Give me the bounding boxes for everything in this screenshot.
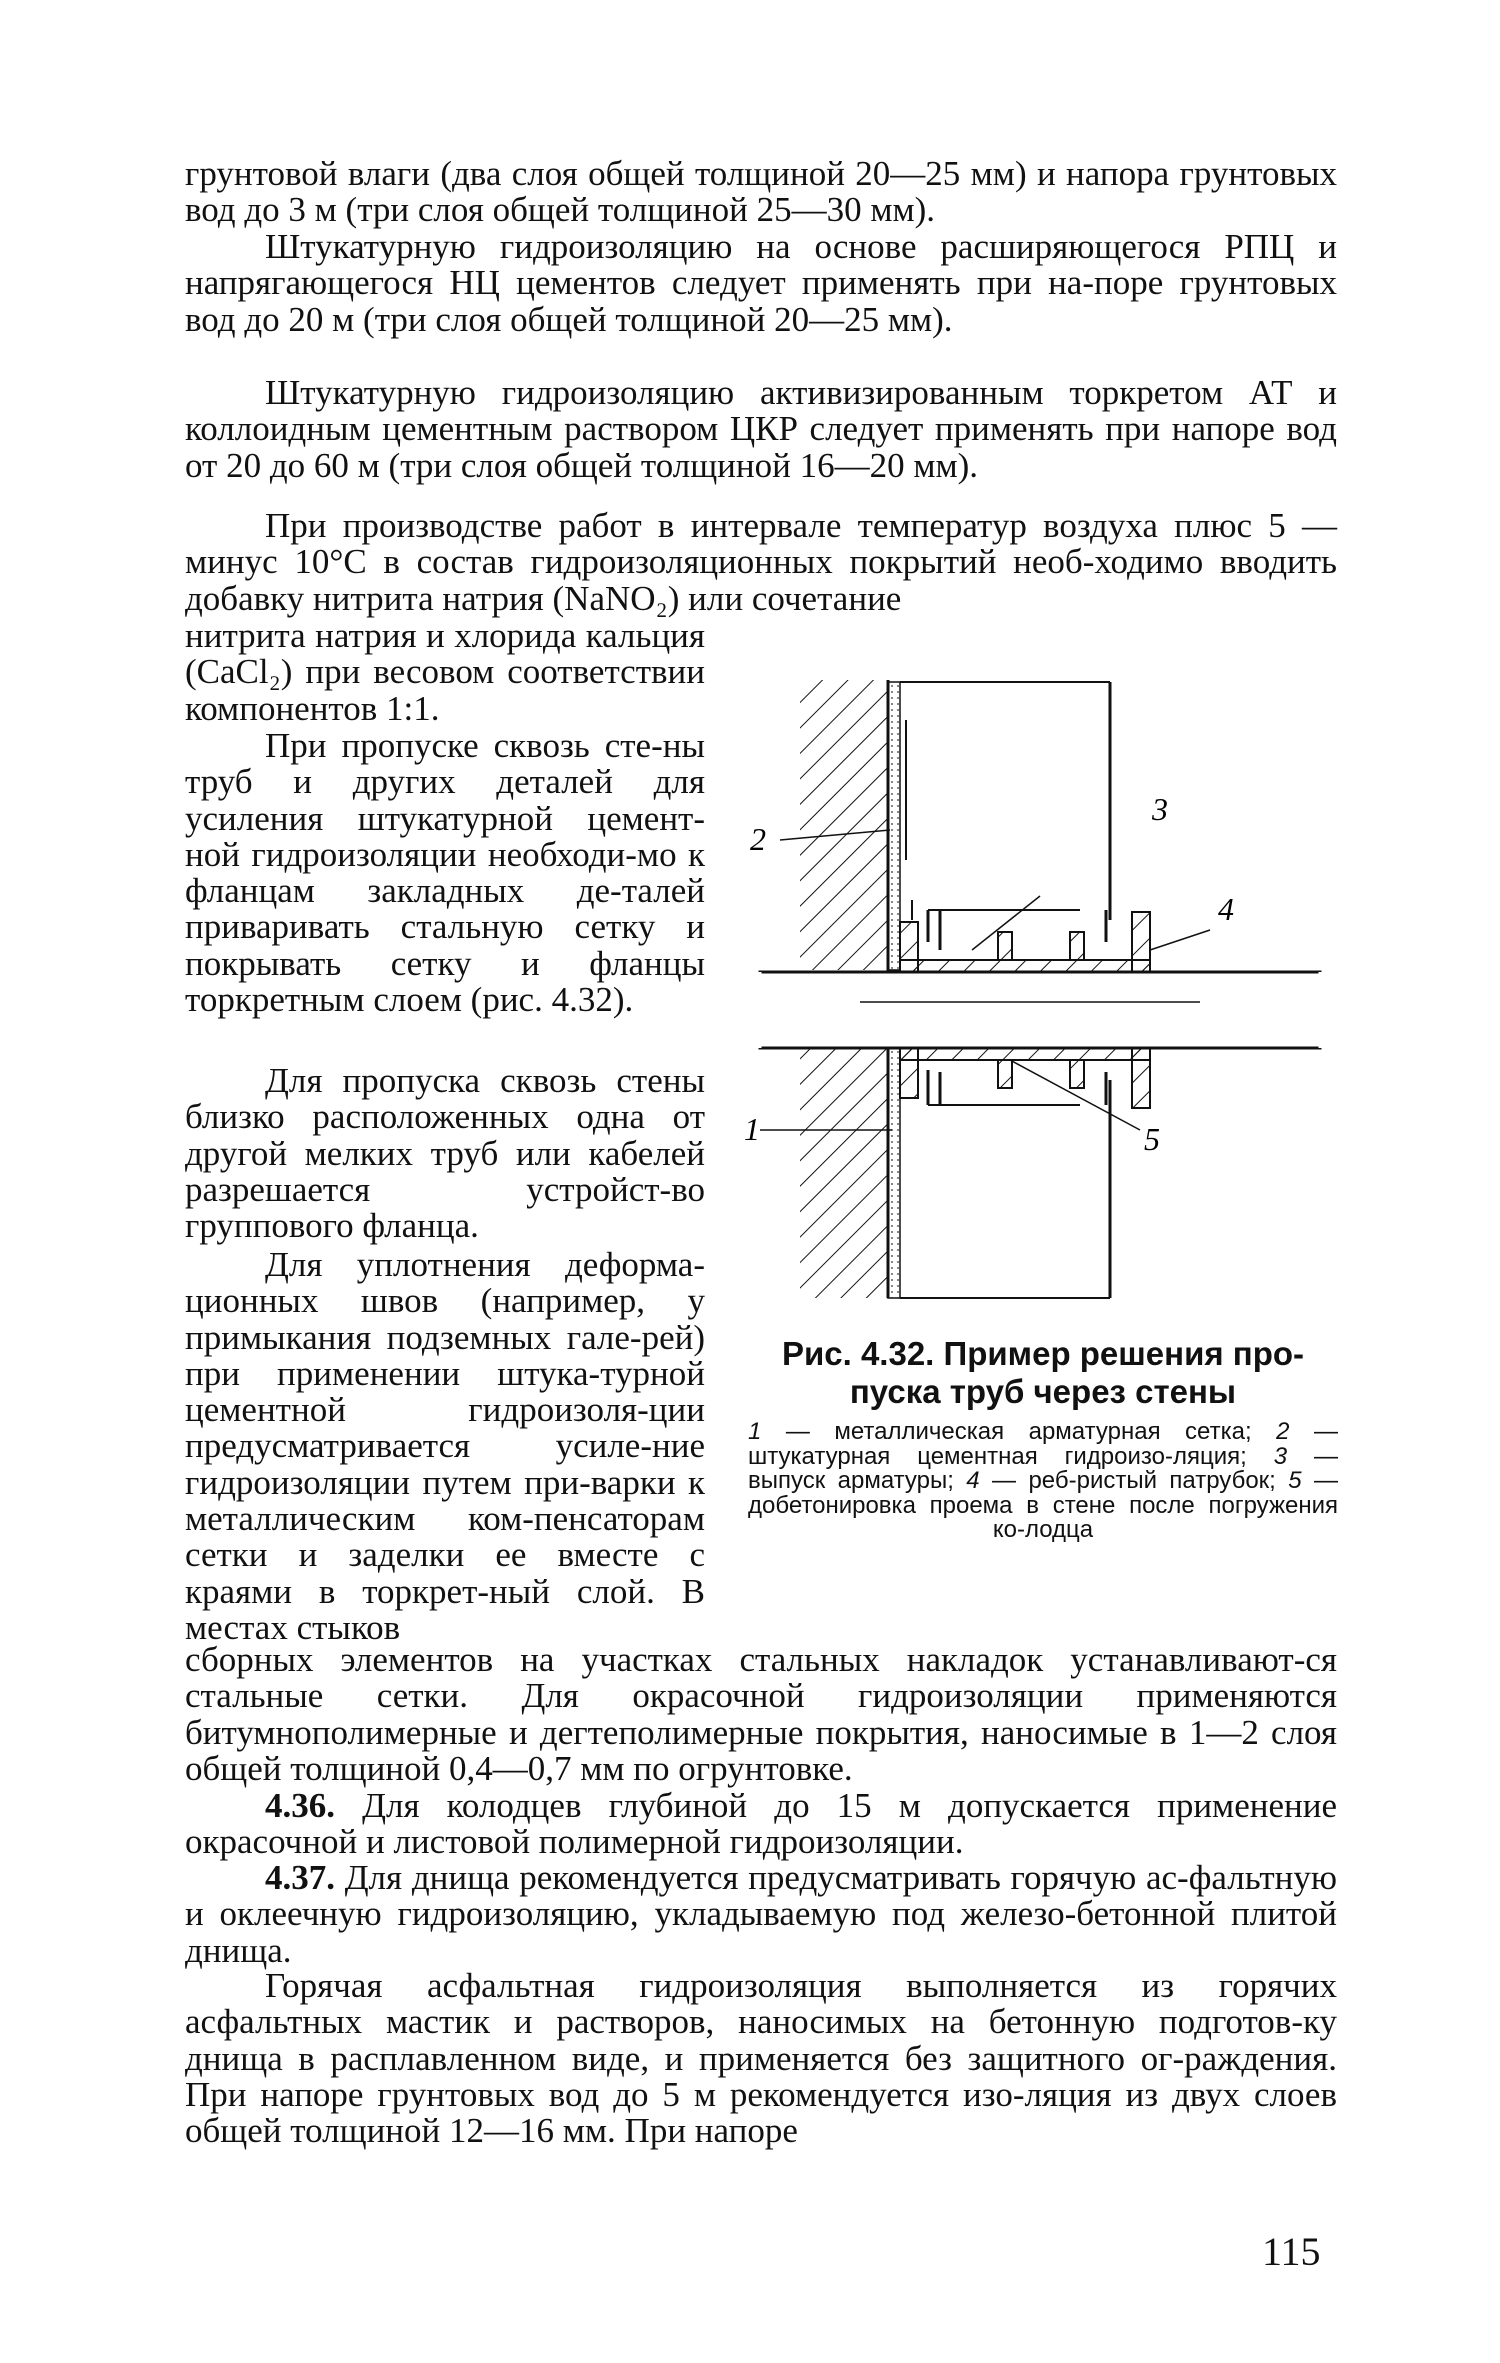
wall-hatch-upper [800, 680, 888, 970]
legend-text: — металлическая арматурная сетка; [761, 1418, 1277, 1445]
paragraph-4-37 [185, 1860, 1337, 1969]
page-number: 115 [1262, 2229, 1321, 2274]
flange-right-upper [1132, 912, 1150, 972]
paragraph-2: Штукатурную гидроизоляцию на основе расширяющегося РПЦ и напрягающегося НЦ цементов следует применять при на-поре грунтовых вод до 20 м (три слоя общей толщиной 20—25 мм). [185, 227, 1337, 339]
sleeve-upper-wall [900, 960, 1150, 972]
paragraph-4: При производстве работ в интервале температур воздуха плюс 5 — минус 10°С в состав гидроизоляционных покрытий необ-ходимо вводить добавку нитрита натрия (NaNO₂) или сочетание [185, 506, 1337, 618]
legend-number: 1 [748, 1418, 762, 1445]
figure-caption-legend [748, 1420, 1338, 1543]
paragraph-4-36 [185, 1788, 1337, 1861]
legend-number: 5 [1288, 1467, 1302, 1494]
plaster-layer-lower [888, 1048, 900, 1298]
legend-text: — реб-ристый патрубок; [979, 1467, 1289, 1494]
paragraph-3: Штукатурную гидроизоляцию активизированным торкретом АТ и коллоидным цементным раствором ЦКР следует применять при напоре вод от 20 до 60 м (три слоя общей толщиной 16—20 мм). [185, 373, 1337, 485]
paragraph-10: Горячая асфальтная гидроизоляция выполняется из горячих асфальтных мастик и растворов, наносимых на бетонную подготов-ку днища в расплавленном виде, и применяется без защитного ог-раждения. При напоре грунтовых вод до 5 м рекомендуется изо-ляция из двух слоев общей толщиной 12—16 мм. При напоре [185, 1966, 1337, 2151]
legend-number: 4 [966, 1467, 980, 1494]
flange-right-lower [1132, 1048, 1150, 1108]
legend-number: 3 [1273, 1442, 1288, 1470]
figure-label-3: 3 [1152, 791, 1168, 827]
clause-text: Для колодцев глубиной до 15 м допускается применение окрасочной и листовой полимерной гидроизоляции. [185, 1786, 1337, 1862]
wall-hatch-lower [800, 1048, 888, 1298]
paragraph-4-continued: нитрита натрия и хлорида кальция (CaCl₂) при весовом соответствии компонентов 1:1. [185, 616, 705, 728]
flange-left-lower [900, 1048, 918, 1098]
figure-label-5: 5 [1144, 1121, 1160, 1157]
paragraph-1: грунтовой влаги (два слоя общей толщиной 20—25 мм) и напора грунтовых вод до 3 м (три слоя общей толщиной 25—30 мм). [185, 154, 1337, 230]
pipe [760, 972, 1320, 1048]
pipe-through-wall-figure [740, 660, 1340, 1320]
plaster-layer-upper [888, 682, 900, 970]
legend-text: — выпуск арматуры; [748, 1442, 1338, 1494]
legend-text: — добетонировка проема в стене после погружения ко-лодца [748, 1467, 1338, 1543]
flange-left-upper [900, 922, 918, 972]
paragraph-7-continued: сборных элементов на участках стальных накладок устанавливают-ся стальные сетки. Для окрасочной гидроизоляции применяются битумнополимерные и дегтеполимерные покрытия, наносимые в 1—2 слоя общей толщиной 0,4—0,7 мм по огрунтовке. [185, 1640, 1337, 1788]
paragraph-6: Для пропуска сквозь стены близко расположенных одна от другой мелких труб или кабелей разрешается устройст-во группового фланца. [185, 1061, 705, 1246]
paragraph-7: Для уплотнения деформа-ционных швов (например, у примыкания подземных гале-рей) при применении штука-турной цементной гидроизоля-ции предусматривается усиле-ние гидроизоляции путем при-варки к металлическим ком-пенсаторам сетки и заделки ее вместе с краями в торкрет-ный слой. В местах стыков [185, 1245, 705, 1647]
legend-text: — штукатурная цементная гидроизо-ляция; [748, 1418, 1338, 1470]
figure-label-2: 2 [750, 821, 766, 857]
clause-text: Для днища рекомендуется предусматривать горячую ас-фальтную и оклеечную гидроизоляцию, укладываемую под железо-бетонной плитой днища. [185, 1858, 1337, 1970]
figure-label-1: 1 [744, 1111, 760, 1147]
paragraph-5: При пропуске сквозь сте-ны труб и других деталей для усиления штукатурной цемент-ной гидроизоляции необходи-мо к фланцам закладных де-талей приваривать стальную сетку и покрывать сетку и фланцы торкретным слоем (рис. 4.32). [185, 726, 705, 1020]
legend-number: 2 [1276, 1418, 1290, 1445]
clause-number: 4.36. [265, 1786, 335, 1825]
figure-label-4: 4 [1218, 891, 1234, 927]
sleeve-lower-wall [900, 1048, 1150, 1060]
figure-caption-title: Рис. 4.32. Пример решения про-пуска труб через стены [781, 1335, 1305, 1410]
clause-number: 4.37. [265, 1858, 335, 1897]
